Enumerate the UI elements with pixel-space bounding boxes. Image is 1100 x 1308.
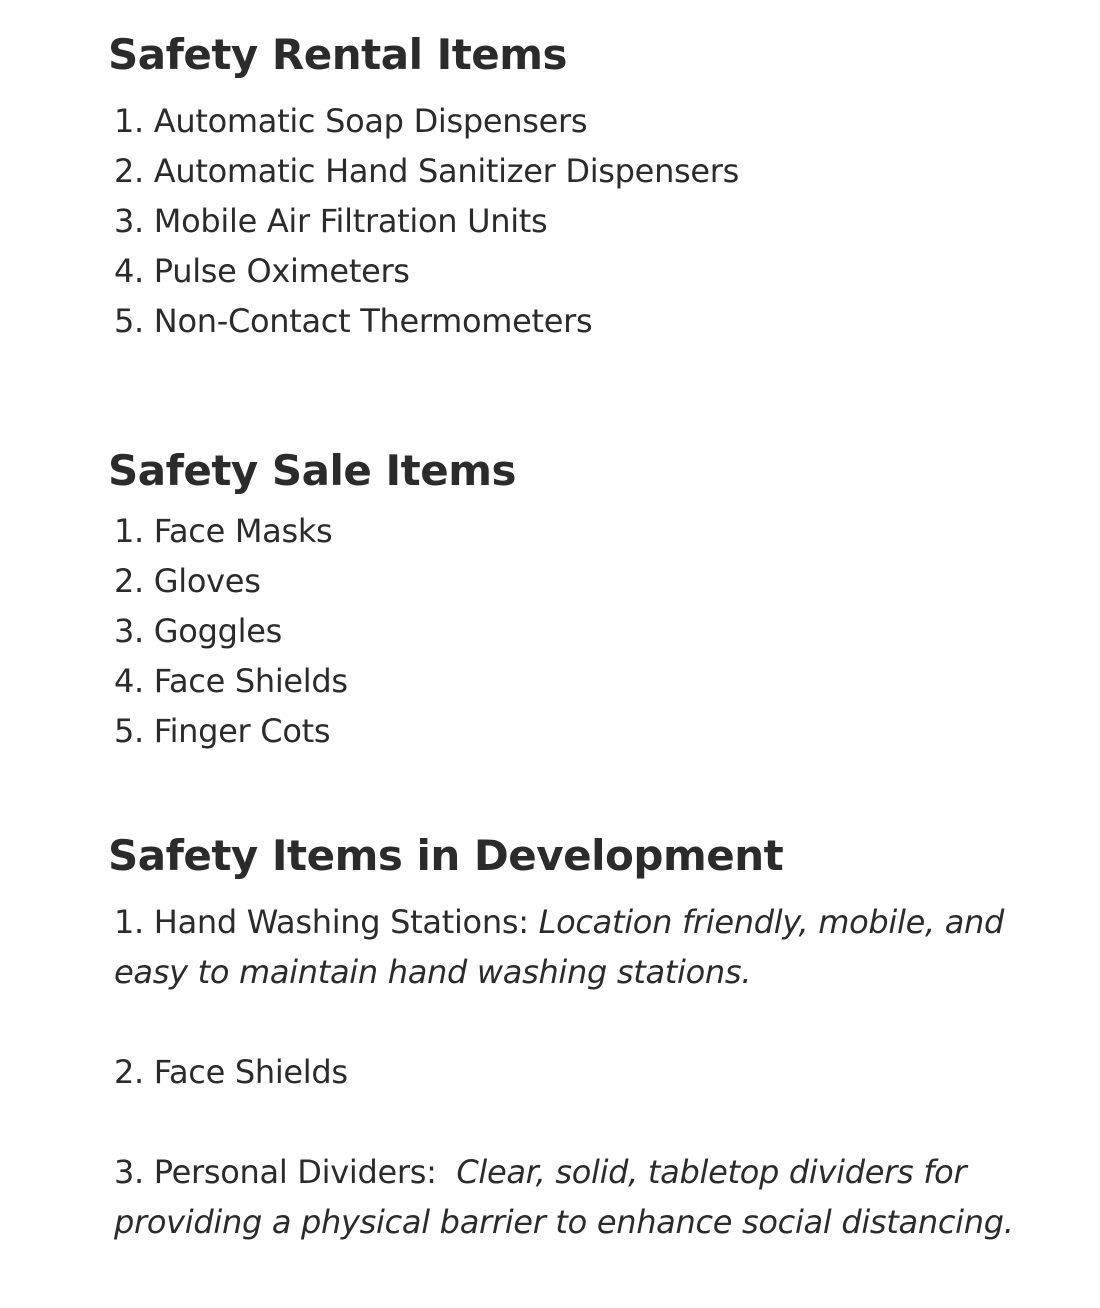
- list-item: 2. Automatic Hand Sanitizer Dispensers: [114, 152, 740, 190]
- list-item: 4. Face Shields: [114, 662, 348, 700]
- list-item: 3. Goggles: [114, 612, 282, 650]
- development-item-description: Location friendly, mobile, and easy to maintain hand washing stations.: [114, 903, 1005, 991]
- list-item: 1. Automatic Soap Dispensers: [114, 102, 588, 140]
- development-item-label: 3. Personal Dividers:: [114, 1153, 437, 1191]
- list-item: 5. Non-Contact Thermometers: [114, 302, 593, 340]
- development-item-label: 2. Face Shields: [114, 1053, 348, 1091]
- development-heading: Safety Items in Development: [108, 831, 784, 880]
- list-item: 3. Mobile Air Filtration Units: [114, 202, 548, 240]
- development-item: [114, 1047, 1014, 1097]
- development-item: [114, 1147, 1014, 1247]
- list-item: 1. Face Masks: [114, 512, 333, 550]
- sale-heading: Safety Sale Items: [108, 446, 516, 495]
- list-item: 4. Pulse Oximeters: [114, 252, 410, 290]
- development-item-label: 1. Hand Washing Stations:: [114, 903, 529, 941]
- sale-list: [114, 506, 348, 756]
- rental-heading: Safety Rental Items: [108, 30, 568, 79]
- rental-list: [114, 96, 739, 346]
- list-item: 5. Finger Cots: [114, 712, 331, 750]
- list-item: 2. Gloves: [114, 562, 261, 600]
- development-item: [114, 897, 1014, 997]
- development-item-description: Clear, solid, tabletop dividers for providing a physical barrier to enhance social distancing.: [114, 1153, 1014, 1241]
